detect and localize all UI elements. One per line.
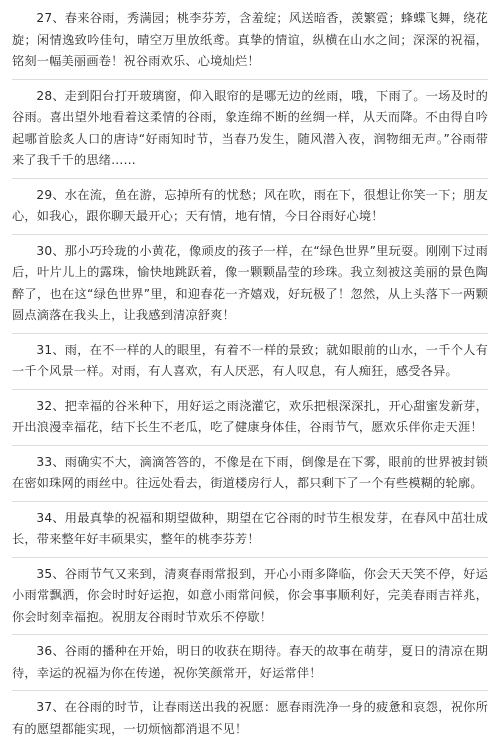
paragraph-32: 32、把幸福的谷米种下，用好运之雨浇灌它，欢乐把根深深扎，开心甜蜜发新芽，开出浪漫幸福花，结下长生不老瓜，吃了健康身体佳，谷雨节气，愿欢乐伴你走天涯！: [12, 398, 488, 434]
paragraph-31: 31、雨，在不一样的人的眼里，有着不一样的景致；就如眼前的山水，一千个人有一千个风景一样。对雨，有人喜欢，有人厌恶，有人叹息，有人痴狂，感受各异。: [12, 342, 488, 378]
paragraph-36: 36、谷雨的播种在开始，明日的收获在期待。春天的故事在萌芽，夏日的清凉在期待，幸运的祝福为你在传递，祝你笑颜常开，好运常伴！: [12, 644, 488, 680]
paragraph-divider: [12, 234, 488, 235]
paragraph-divider: [12, 557, 488, 558]
paragraph-35: 35、谷雨节气又来到，清爽春雨常报到，开心小雨多降临，你会天天笑不停，好运小雨常飘洒，你会时时好运抱，如意小雨常问候，你会事事顺利好，完美春雨吉祥兆，你会时刻幸福抱。祝朋友谷雨时节欢乐不停歇！: [12, 566, 488, 624]
paragraph-divider: [12, 178, 488, 179]
paragraph-divider: [12, 333, 488, 334]
paragraph-30: 30、那小巧玲珑的小黄花，像顽皮的孩子一样，在“绿色世界”里玩耍。刚刚下过雨后，叶片儿上的露珠，愉快地跳跃着，像一颗颗晶莹的珍珠。我立刻被这美丽的景色陶醉了，也在这“绿色世界”里，和迎春花一齐嬉戏，好玩极了！忽然，从上头落下一两颗圆点滴落在我头上，让我感到清凉舒爽！: [12, 243, 488, 322]
paragraph-29: 29、水在流，鱼在游，忘掉所有的忧愁；风在吹，雨在下，很想让你笑一下；朋友心，如我心，跟你聊天最开心；天有情，地有情，今日谷雨好心境！: [12, 187, 488, 223]
paragraph-divider: [12, 634, 488, 635]
paragraph-34: 34、用最真挚的祝福和期望做种，期望在它谷雨的时节生根发芽，在春风中茁壮成长，带来整年好丰硕果实，整年的桃李芬芳！: [12, 510, 488, 546]
paragraph-28: 28、走到阳台打开玻璃窗，仰入眼帘的是哪无边的丝雨，哦，下雨了。一场及时的谷雨。喜出望外地看着这柔情的谷雨，象连绵不断的丝绸一样，从天而降。不由得自吟起哪首脍炙人口的唐诗“好雨知时节，当春乃发生，随风潜入夜，润物细无声。”谷雨带来了我千千的思绪……: [12, 88, 488, 167]
paragraph-divider: [12, 79, 488, 80]
paragraph-27: 27、春来谷雨，秀满园；桃李芬芳，含羞绽；风送暗香，羡繁霓；蜂蝶飞舞，绕花旋；闲情逸致吟佳句，晴空万里放纸鸢。真挚的情谊，纵横在山水之间；深深的祝福，铭刻一幅美丽画卷！祝谷雨欢乐、心境灿烂！: [12, 11, 488, 68]
paragraph-33: 33、雨确实不大，滴滴答答的，不像是在下雨，倒像是在下雾，眼前的世界被封锁在密如珠网的雨丝中。往远处看去，街道楼房行人，都只剩下了一个有些模糊的轮廓。: [12, 454, 488, 490]
bottom-edge-fade: [0, 559, 500, 565]
paragraph-divider: [12, 501, 488, 502]
paragraph-divider: [12, 389, 488, 390]
paragraph-37: 37、在谷雨的时节，让春雨送出我的祝愿：愿春雨洗净一身的疲惫和哀怨，祝你所有的愿望都能实现，一切烦恼都消退不见！: [12, 700, 488, 736]
paragraph-divider: [12, 445, 488, 446]
paragraph-divider: [12, 690, 488, 691]
